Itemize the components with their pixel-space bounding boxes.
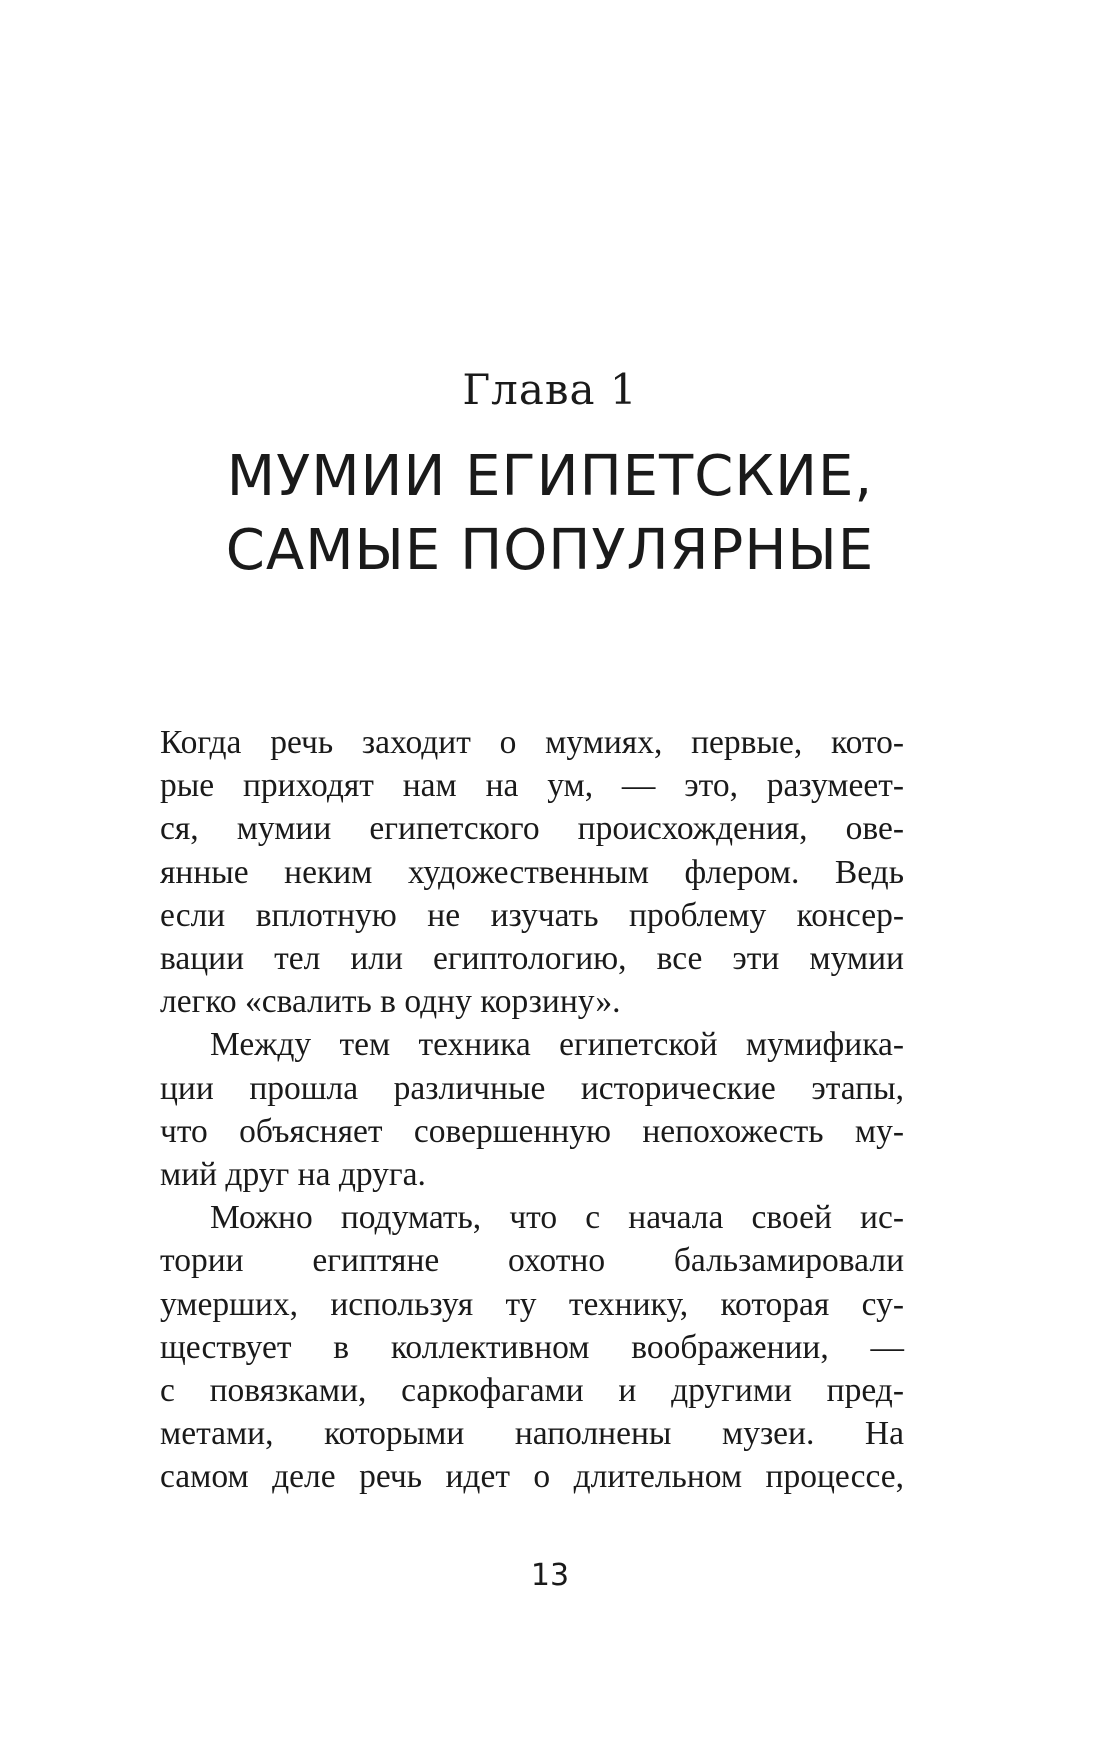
chapter-title-line-1: МУМИИ ЕГИПЕТСКИЕ, (226, 444, 874, 509)
text-line: самом деле речь идет о длительном процессе, (160, 1458, 904, 1496)
text-line: умерших, используя ту технику, которая су- (160, 1285, 904, 1323)
text-line: ществует в коллективном воображении, — (160, 1328, 904, 1366)
text-line: легко «свалить в одну корзину». (160, 983, 621, 1021)
text-line: ся, мумии египетского происхождения, ове- (160, 810, 904, 848)
chapter-title-line-2: САМЫЕ ПОПУЛЯРНЫЕ (225, 518, 875, 583)
text-line: если вплотную не изучать проблему консер- (160, 896, 904, 934)
text-line: тории египтяне охотно бальзамировали (160, 1242, 904, 1280)
text-line: что объясняет совершенную непохожесть му- (160, 1112, 904, 1150)
page-number: 13 (530, 1558, 570, 1593)
text-line: ции прошла различные исторические этапы, (160, 1069, 904, 1107)
text-line: метами, которыми наполнены музеи. На (160, 1415, 904, 1453)
text-line: Когда речь заходит о мумиях, первые, кото- (160, 724, 904, 761)
text-line: мий друг на друга. (160, 1156, 426, 1194)
text-line: Между тем техника египетской мумифика- (210, 1026, 904, 1064)
text-line: вации тел или египтологию, все эти мумии (160, 940, 904, 978)
body-text (160, 721, 904, 1499)
text-line: с повязками, саркофагами и другими пред- (160, 1372, 904, 1410)
text-line: рые приходят нам на ум, — это, разумеет- (160, 767, 904, 805)
chapter-title (0, 440, 1100, 588)
text-line: янные неким художественным флером. Ведь (160, 853, 904, 891)
chapter-label: Глава 1 (462, 365, 638, 414)
text-line: Можно подумать, что с начала своей ис- (210, 1199, 904, 1237)
